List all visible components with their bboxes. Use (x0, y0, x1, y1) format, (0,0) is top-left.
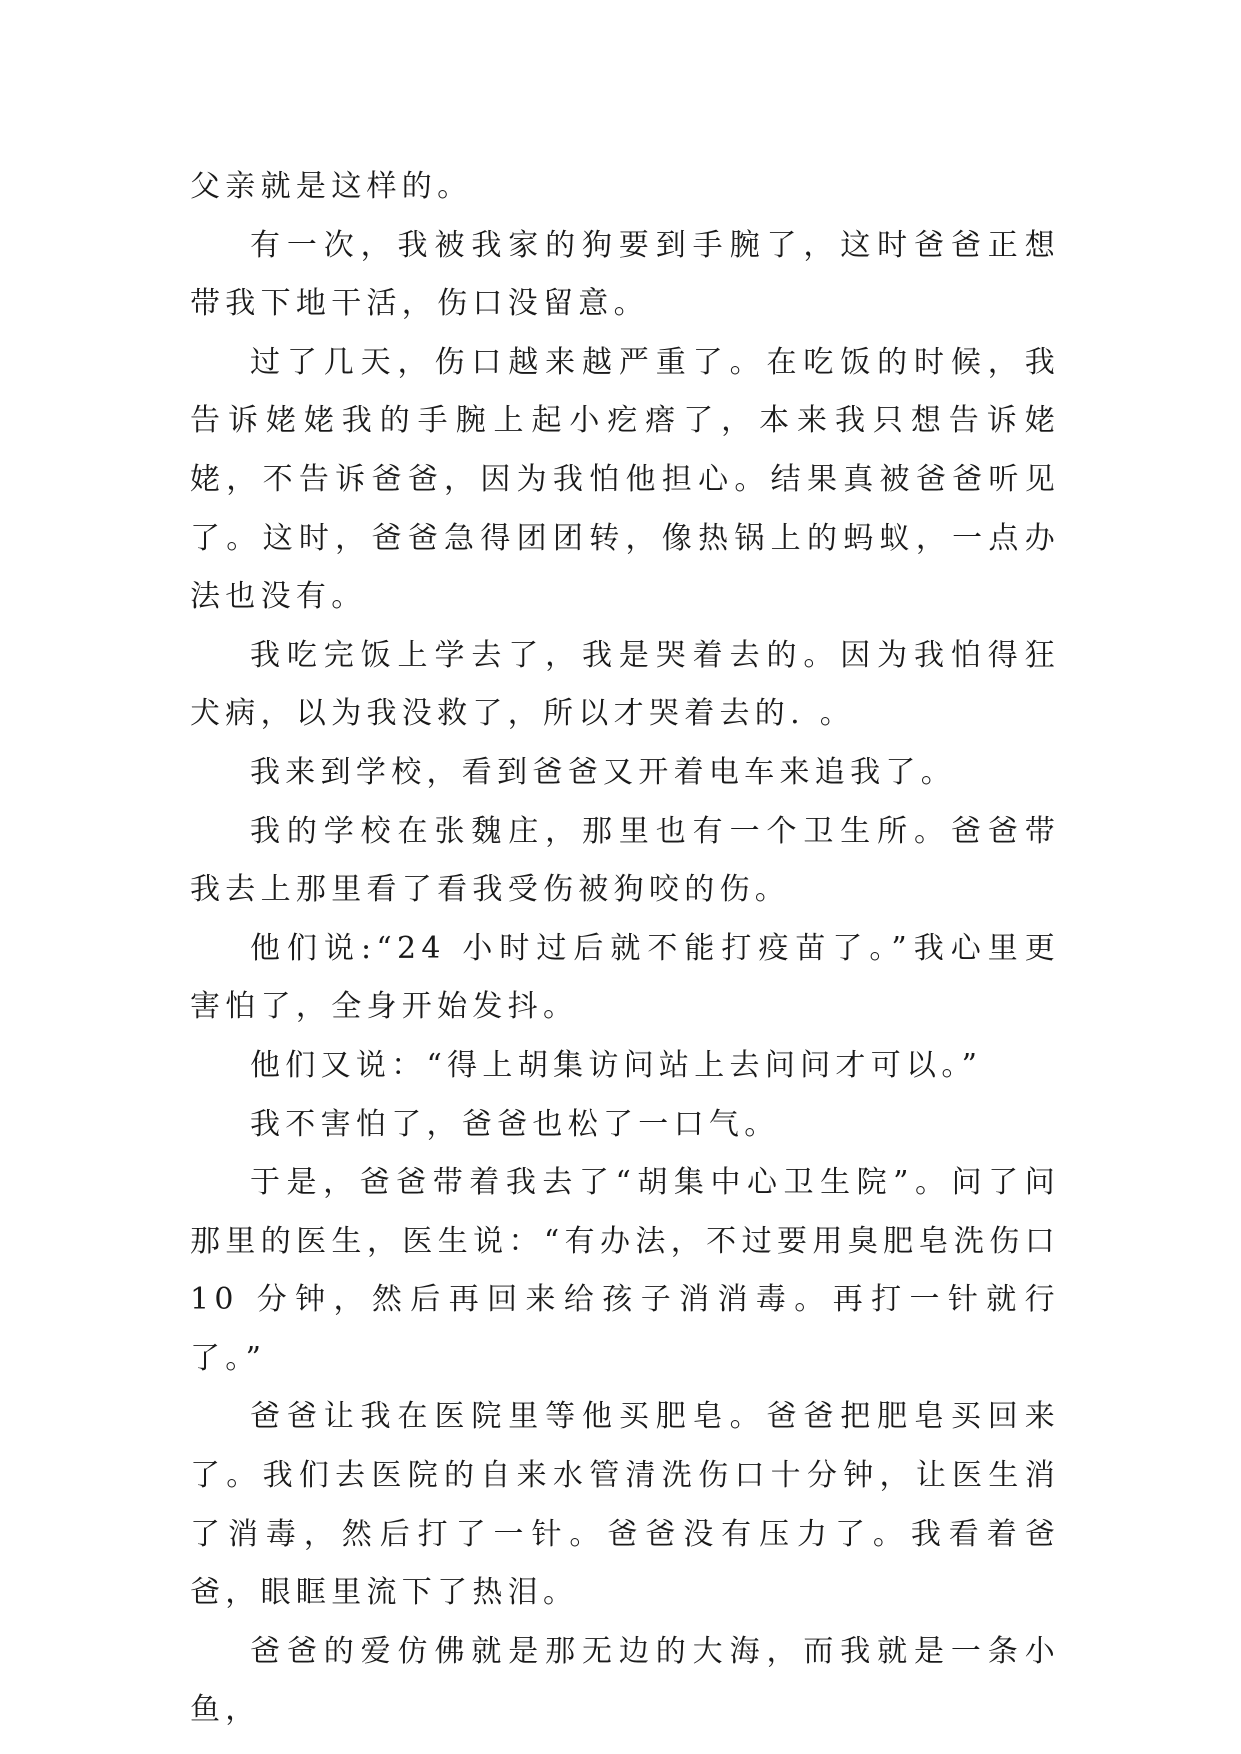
paragraph-11: 爸爸让我在医院里等他买肥皂。爸爸把肥皂买回来了。我们去医院的自来水管清洗伤口十分钟，让医生消了消毒，然后打了一针。爸爸没有压力了。我看着爸爸，眼眶里流下了热泪。 (190, 1399, 1060, 1611)
paragraph-12: 爸爸的爱仿佛就是那无边的大海，而我就是一条小鱼， (190, 1633, 1060, 1728)
paragraph-10: 于是，爸爸带着我去了“胡集中心卫生院”。问了问那里的医生，医生说：“有办法，不过要用臭肥皂洗伤口 10 分钟，然后再回来给孩子消消毒。再打一针就行了。” (190, 1165, 1060, 1376)
document-page (190, 158, 1060, 1740)
paragraph-9: 我不害怕了，爸爸也松了一口气。 (250, 1106, 780, 1142)
paragraph-6: 我的学校在张魏庄，那里也有一个卫生所。爸爸带我去上那里看了看我受伤被狗咬的伤。 (190, 813, 1060, 908)
paragraph-8: 他们又说：“得上胡集访问站上去问问才可以。” (250, 1047, 983, 1083)
paragraph-4: 我吃完饭上学去了，我是哭着去的。因为我怕得狂犬病，以为我没救了，所以才哭着去的. 。 (190, 637, 1060, 732)
paragraph-5: 我来到学校，看到爸爸又开着电车来追我了。 (250, 754, 956, 790)
paragraph-3: 过了几天，伤口越来越严重了。在吃饭的时候，我告诉姥姥我的手腕上起小疙瘩了，本来我只想告诉姥姥，不告诉爸爸，因为我怕他担心。结果真被爸爸听见了。这时，爸爸急得团团转，像热锅上的蚂蚁，一点办法也没有。 (190, 344, 1060, 615)
paragraph-7: 他们说:“24 小时过后就不能打疫苗了。”我心里更害怕了，全身开始发抖。 (190, 930, 1060, 1025)
paragraph-2: 有一次，我被我家的狗要到手腕了，这时爸爸正想带我下地干活，伤口没留意。 (190, 227, 1060, 322)
paragraph-1: 父亲就是这样的。 (190, 169, 473, 204)
